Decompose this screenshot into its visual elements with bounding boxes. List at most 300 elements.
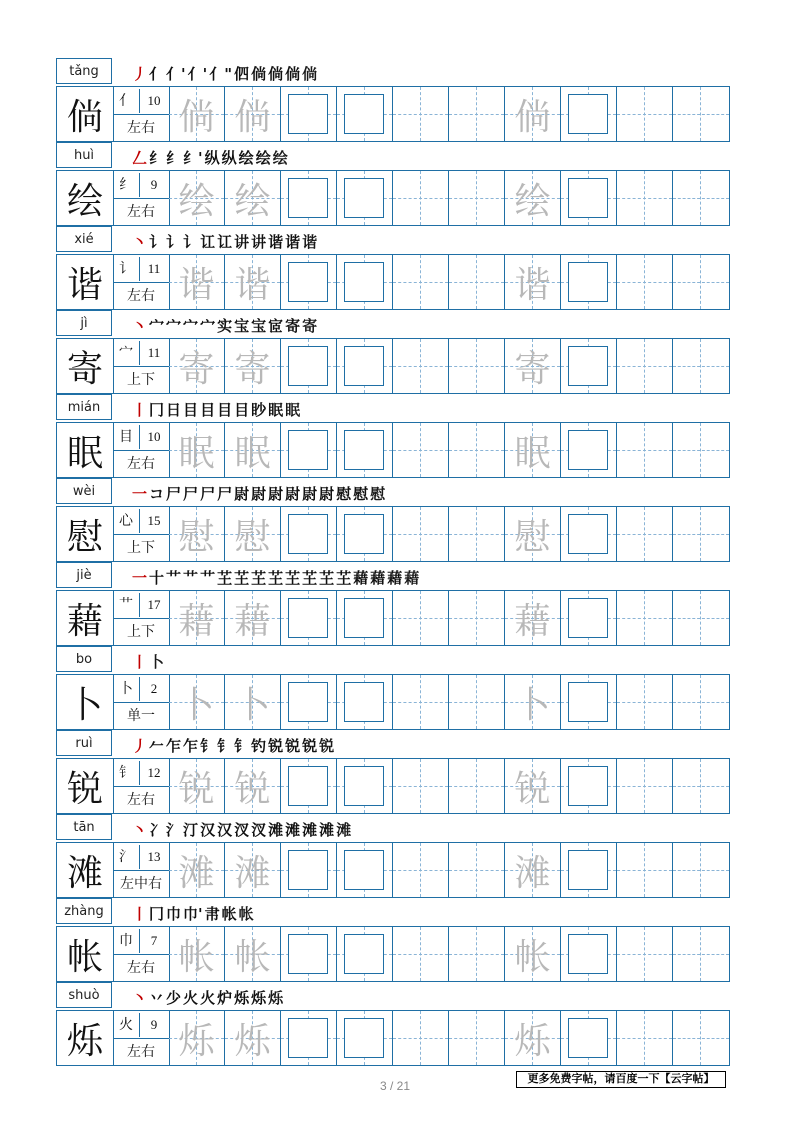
practice-cell[interactable] (673, 423, 729, 477)
practice-cell[interactable] (169, 591, 225, 645)
stroke-step: 巾' (183, 905, 203, 923)
guide-line (393, 1038, 448, 1039)
trace-character: 眠 (234, 432, 271, 474)
stroke-step: 汉 (200, 821, 216, 839)
practice-cell[interactable] (337, 843, 393, 897)
stroke-step: 讲 (234, 233, 250, 251)
stroke-step: 丶 (132, 233, 148, 251)
character-info (113, 87, 170, 141)
stroke-step: 丨 (132, 401, 148, 419)
stroke-step: 烁 (234, 989, 250, 1007)
character-entry (56, 646, 730, 730)
stroke-step: 锐 (302, 737, 318, 755)
character-info (113, 339, 170, 393)
practice-cell[interactable] (617, 507, 673, 561)
practice-cell[interactable] (225, 507, 281, 561)
practice-cell[interactable] (449, 1011, 505, 1065)
trace-character: 寄 (234, 348, 271, 390)
practice-cell[interactable] (337, 1011, 393, 1065)
stroke-step: 尸 (183, 485, 199, 503)
practice-cell[interactable] (673, 843, 729, 897)
practice-cell[interactable] (225, 591, 281, 645)
practice-cell[interactable] (449, 759, 505, 813)
practice-row (56, 758, 730, 814)
guide-line (617, 282, 672, 283)
practice-cell[interactable] (169, 87, 225, 141)
practice-cell[interactable] (337, 255, 393, 309)
practice-row (56, 86, 730, 142)
character-info (113, 255, 170, 309)
stroke-order (132, 732, 334, 756)
trace-character: 慰 (178, 516, 215, 558)
practice-cell[interactable] (561, 339, 617, 393)
practice-cell[interactable] (617, 255, 673, 309)
stroke-step: 慰 (353, 485, 369, 503)
guide-line (393, 534, 448, 535)
inner-writing-box (568, 934, 608, 974)
practice-cell[interactable] (673, 87, 729, 141)
stroke-step: 宝 (234, 317, 250, 335)
practice-cell[interactable] (505, 927, 561, 981)
model-character: 锐 (57, 759, 114, 813)
stroke-step: 倘 (285, 65, 301, 83)
practice-cell[interactable] (393, 591, 449, 645)
guide-line (393, 702, 448, 703)
guide-line (617, 786, 672, 787)
inner-writing-box (344, 766, 384, 806)
stroke-count: 9 (139, 173, 168, 197)
practice-cell[interactable] (393, 507, 449, 561)
practice-cell[interactable] (673, 171, 729, 225)
practice-cell[interactable] (337, 507, 393, 561)
stroke-step: 目 (217, 401, 233, 419)
stroke-step: 尸 (166, 485, 182, 503)
guide-line (617, 114, 672, 115)
stroke-count: 13 (139, 845, 168, 869)
practice-cell[interactable] (169, 759, 225, 813)
practice-cell[interactable] (393, 927, 449, 981)
practice-cell[interactable] (337, 171, 393, 225)
practice-cell[interactable] (281, 255, 337, 309)
stroke-order (132, 480, 385, 504)
character-entry (56, 982, 730, 1066)
practice-cell[interactable] (393, 87, 449, 141)
stroke-step: 眇 (251, 401, 267, 419)
practice-cell[interactable] (169, 927, 225, 981)
practice-cell[interactable] (393, 423, 449, 477)
practice-cell[interactable] (169, 1011, 225, 1065)
practice-cell[interactable] (617, 339, 673, 393)
pinyin-label: wèi (56, 478, 112, 504)
practice-cell[interactable] (505, 759, 561, 813)
stroke-step: 亻' (166, 65, 186, 83)
practice-cell[interactable] (449, 87, 505, 141)
trace-character: 帐 (178, 936, 215, 978)
practice-cell[interactable] (393, 171, 449, 225)
practice-cell[interactable] (617, 591, 673, 645)
practice-cell[interactable] (225, 927, 281, 981)
practice-cell[interactable] (449, 507, 505, 561)
stroke-step: 火 (183, 989, 199, 1007)
radical: 卜 (119, 681, 133, 697)
stroke-count: 17 (139, 593, 168, 617)
trace-character: 倘 (514, 96, 551, 138)
practice-cell[interactable] (281, 423, 337, 477)
stroke-step: 倘 (251, 65, 267, 83)
inner-writing-box (568, 94, 608, 134)
practice-cell[interactable] (169, 843, 225, 897)
guide-line (673, 366, 729, 367)
stroke-step: 冂 (149, 401, 165, 419)
practice-cell[interactable] (225, 675, 281, 729)
practice-cell[interactable] (505, 255, 561, 309)
practice-cell[interactable] (561, 171, 617, 225)
trace-character: 藉 (178, 600, 215, 642)
stroke-order (132, 144, 288, 168)
practice-cell[interactable] (449, 675, 505, 729)
pinyin-label: jì (56, 310, 112, 336)
structure: 上下 (113, 618, 169, 646)
practice-cell[interactable] (281, 843, 337, 897)
practice-cell[interactable] (169, 423, 225, 477)
pinyin-label: tǎng (56, 58, 112, 84)
practice-cell[interactable] (281, 87, 337, 141)
stroke-step: 𠃋 (132, 149, 148, 167)
practice-cell[interactable] (393, 339, 449, 393)
practice-cell[interactable] (225, 255, 281, 309)
stroke-step: 尸 (217, 485, 233, 503)
stroke-step: 讲 (251, 233, 267, 251)
stroke-step: 钅 (200, 737, 216, 755)
model-character: 烁 (57, 1011, 114, 1065)
stroke-step: 尉 (234, 485, 250, 503)
practice-row (56, 926, 730, 982)
practice-cell[interactable] (337, 591, 393, 645)
stroke-step: 目 (234, 401, 250, 419)
trace-character: 锐 (514, 768, 551, 810)
practice-cell[interactable] (281, 591, 337, 645)
practice-cell[interactable] (449, 339, 505, 393)
stroke-step: 滩 (285, 821, 301, 839)
stroke-count: 10 (139, 89, 168, 113)
practice-cell[interactable] (505, 171, 561, 225)
practice-cell[interactable] (281, 507, 337, 561)
practice-cell[interactable] (169, 339, 225, 393)
stroke-step: 宧 (268, 317, 284, 335)
stroke-step: 锐 (268, 737, 284, 755)
practice-cell[interactable] (225, 423, 281, 477)
practice-cell[interactable] (673, 675, 729, 729)
guide-line (617, 450, 672, 451)
stroke-step: 滩 (302, 821, 318, 839)
guide-line (673, 282, 729, 283)
inner-writing-box (288, 262, 328, 302)
guide-line (617, 618, 672, 619)
practice-cell[interactable] (169, 675, 225, 729)
stroke-step: 慰 (370, 485, 386, 503)
practice-cell[interactable] (281, 1011, 337, 1065)
inner-writing-box (568, 1018, 608, 1058)
stroke-step: 尉 (268, 485, 284, 503)
inner-writing-box (288, 682, 328, 722)
practice-cell[interactable] (393, 1011, 449, 1065)
character-entry (56, 226, 730, 310)
guide-line (673, 618, 729, 619)
stroke-step: 丶 (132, 989, 148, 1007)
practice-row (56, 254, 730, 310)
structure: 左中右 (113, 870, 169, 898)
pinyin-label: bo (56, 646, 112, 672)
model-character: 倘 (57, 87, 114, 141)
practice-cell[interactable] (505, 1011, 561, 1065)
radical: 火 (119, 1017, 133, 1033)
practice-cell[interactable] (449, 255, 505, 309)
trace-character: 卜 (178, 684, 215, 726)
structure: 上下 (113, 366, 169, 394)
practice-cell[interactable] (505, 423, 561, 477)
practice-row (56, 506, 730, 562)
practice-cell[interactable] (225, 759, 281, 813)
practice-cell[interactable] (449, 171, 505, 225)
radical: 讠 (119, 261, 133, 277)
inner-writing-box (288, 430, 328, 470)
stroke-count: 2 (139, 677, 168, 701)
practice-cell[interactable] (673, 1011, 729, 1065)
practice-cell[interactable] (393, 255, 449, 309)
practice-cell[interactable] (505, 843, 561, 897)
practice-cell[interactable] (449, 591, 505, 645)
inner-writing-box (288, 514, 328, 554)
stroke-step: 丨 (132, 653, 148, 671)
stroke-order (132, 984, 283, 1008)
practice-cell[interactable] (673, 927, 729, 981)
stroke-step: 帐 (221, 905, 237, 923)
practice-cell[interactable] (449, 843, 505, 897)
inner-writing-box (344, 850, 384, 890)
practice-cell[interactable] (561, 675, 617, 729)
practice-cell[interactable] (225, 339, 281, 393)
page-number: 3 / 21 (379, 1079, 411, 1093)
stroke-step: 尉 (302, 485, 318, 503)
character-entry (56, 814, 730, 898)
practice-cell[interactable] (673, 339, 729, 393)
stroke-step: 汉 (217, 821, 233, 839)
footer-note: 更多免费字帖，请百度一下【云字帖】 (516, 1071, 726, 1088)
character-entry (56, 142, 730, 226)
practice-cell[interactable] (337, 423, 393, 477)
practice-cell[interactable] (281, 675, 337, 729)
stroke-step: 炉 (217, 989, 233, 1007)
structure: 单一 (113, 702, 169, 730)
model-character: 寄 (57, 339, 114, 393)
practice-cell[interactable] (561, 423, 617, 477)
guide-line (449, 786, 504, 787)
inner-writing-box (344, 934, 384, 974)
practice-cell[interactable] (393, 843, 449, 897)
practice-cell[interactable] (561, 87, 617, 141)
character-entry (56, 730, 730, 814)
stroke-step: 纟 (149, 149, 165, 167)
stroke-step: 汀 (183, 821, 199, 839)
stroke-step: 艹 (200, 569, 216, 587)
practice-cell[interactable] (225, 87, 281, 141)
stroke-step: 尸 (200, 485, 216, 503)
guide-line (673, 870, 729, 871)
practice-cell[interactable] (617, 927, 673, 981)
inner-writing-box (288, 766, 328, 806)
structure: 左右 (113, 450, 169, 478)
guide-line (449, 198, 504, 199)
trace-character: 烁 (178, 1020, 215, 1062)
stroke-order (132, 60, 317, 84)
stroke-step: 芏 (285, 569, 301, 587)
character-entry (56, 310, 730, 394)
practice-cell[interactable] (449, 927, 505, 981)
stroke-step: 帐 (238, 905, 254, 923)
practice-cell[interactable] (337, 87, 393, 141)
practice-cell[interactable] (505, 591, 561, 645)
guide-line (449, 366, 504, 367)
practice-cell[interactable] (561, 1011, 617, 1065)
stroke-step: 火 (200, 989, 216, 1007)
stroke-step: 藉 (353, 569, 369, 587)
stroke-step: 亻 (149, 65, 165, 83)
practice-cell[interactable] (673, 591, 729, 645)
practice-cell[interactable] (337, 759, 393, 813)
practice-cell[interactable] (561, 507, 617, 561)
guide-line (449, 114, 504, 115)
character-entry (56, 562, 730, 646)
practice-cell[interactable] (281, 171, 337, 225)
practice-row (56, 338, 730, 394)
practice-cell[interactable] (561, 843, 617, 897)
practice-cell[interactable] (449, 423, 505, 477)
stroke-step: 十 (149, 569, 165, 587)
practice-cell[interactable] (337, 927, 393, 981)
stroke-step: 藉 (404, 569, 420, 587)
stroke-step: 氵 (166, 821, 182, 839)
inner-writing-box (288, 94, 328, 134)
practice-cell[interactable] (281, 759, 337, 813)
radical: 艹 (119, 597, 133, 613)
practice-cell[interactable] (225, 1011, 281, 1065)
stroke-step: 丨 (132, 905, 148, 923)
inner-writing-box (344, 430, 384, 470)
practice-cell[interactable] (617, 843, 673, 897)
stroke-step: 芏 (319, 569, 335, 587)
inner-writing-box (568, 262, 608, 302)
practice-cell[interactable] (225, 171, 281, 225)
character-entry (56, 394, 730, 478)
practice-cell[interactable] (561, 759, 617, 813)
inner-writing-box (288, 178, 328, 218)
inner-writing-box (344, 598, 384, 638)
practice-cell[interactable] (505, 675, 561, 729)
guide-line (673, 702, 729, 703)
practice-cell[interactable] (337, 339, 393, 393)
stroke-step: 目 (183, 401, 199, 419)
stroke-step: 艹 (166, 569, 182, 587)
practice-cell[interactable] (393, 759, 449, 813)
trace-character: 烁 (514, 1020, 551, 1062)
trace-character: 眠 (178, 432, 215, 474)
model-character: 帐 (57, 927, 114, 981)
character-entry (56, 898, 730, 982)
practice-cell[interactable] (337, 675, 393, 729)
stroke-step: 讠 (149, 233, 165, 251)
practice-cell[interactable] (617, 759, 673, 813)
guide-line (449, 954, 504, 955)
practice-cell[interactable] (617, 675, 673, 729)
stroke-step: 纵 (204, 149, 220, 167)
stroke-count: 12 (139, 761, 168, 785)
character-info (113, 843, 170, 897)
practice-cell[interactable] (561, 255, 617, 309)
inner-writing-box (288, 850, 328, 890)
trace-character: 藉 (514, 600, 551, 642)
practice-cell[interactable] (561, 591, 617, 645)
practice-cell[interactable] (617, 423, 673, 477)
trace-character: 帐 (514, 936, 551, 978)
stroke-order (132, 816, 351, 840)
stroke-step: 滩 (336, 821, 352, 839)
stroke-step: 锐 (319, 737, 335, 755)
practice-cell[interactable] (673, 255, 729, 309)
structure: 左右 (113, 954, 169, 982)
stroke-step: 讧 (217, 233, 233, 251)
trace-character: 锐 (234, 768, 271, 810)
guide-line (393, 282, 448, 283)
stroke-step: 一 (132, 485, 148, 503)
guide-line (673, 954, 729, 955)
guide-line (449, 450, 504, 451)
practice-cell[interactable] (393, 675, 449, 729)
stroke-step: 讠 (166, 233, 182, 251)
practice-cell[interactable] (505, 507, 561, 561)
character-info (113, 507, 170, 561)
radical: 纟 (119, 177, 133, 193)
practice-cell[interactable] (561, 927, 617, 981)
inner-writing-box (568, 850, 608, 890)
practice-cell[interactable] (169, 255, 225, 309)
practice-cell[interactable] (505, 87, 561, 141)
guide-line (393, 786, 448, 787)
practice-cell[interactable] (617, 87, 673, 141)
pinyin-label: shuò (56, 982, 112, 1008)
guide-line (673, 1038, 729, 1039)
stroke-step: 烁 (268, 989, 284, 1007)
practice-cell[interactable] (281, 339, 337, 393)
practice-cell[interactable] (281, 927, 337, 981)
practice-cell[interactable] (617, 171, 673, 225)
practice-cell[interactable] (673, 507, 729, 561)
practice-cell[interactable] (505, 339, 561, 393)
inner-writing-box (344, 94, 384, 134)
inner-writing-box (344, 262, 384, 302)
practice-cell[interactable] (225, 843, 281, 897)
stroke-step: 冂 (149, 905, 165, 923)
guide-line (393, 618, 448, 619)
practice-cell[interactable] (673, 759, 729, 813)
trace-character: 慰 (514, 516, 551, 558)
practice-row (56, 842, 730, 898)
practice-cell[interactable] (169, 507, 225, 561)
inner-writing-box (568, 682, 608, 722)
practice-cell[interactable] (617, 1011, 673, 1065)
stroke-step: 滩 (319, 821, 335, 839)
practice-cell[interactable] (169, 171, 225, 225)
structure: 左右 (113, 1038, 169, 1066)
